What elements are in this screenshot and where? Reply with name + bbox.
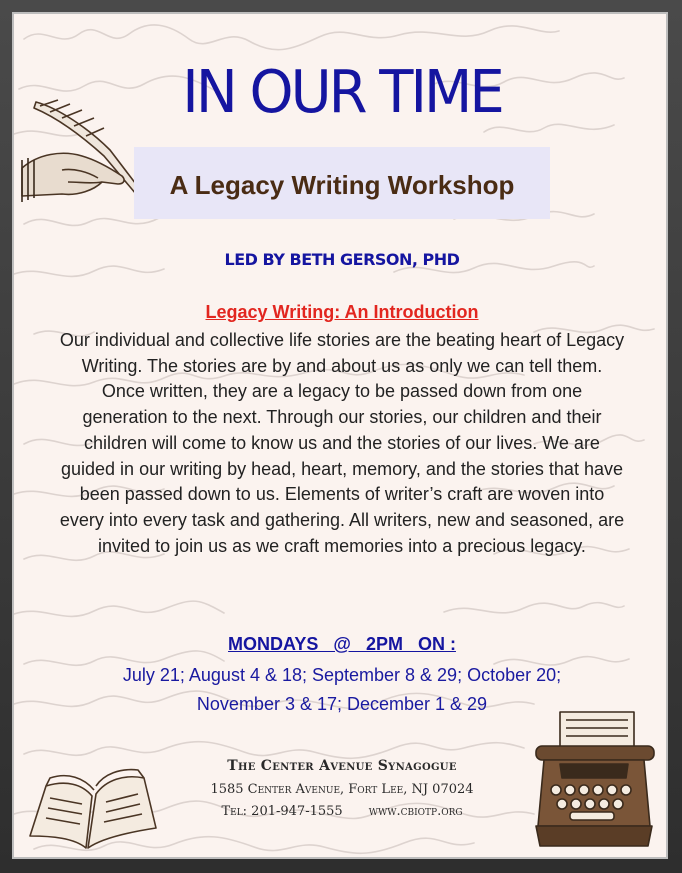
dates-line-1: July 21; August 4 & 18; September 8 & 29; October 20;: [122, 665, 562, 685]
venue-phone: Tel: 201-947-1555: [221, 804, 343, 819]
description-paragraph: Our individual and collective life stories are the beating heart of Legacy Writing. The stories are by and about us as only we can tell them. Once written, they are a legacy to be passed down from one generation to the next. Through our stories, our children and their children will come to know us and the stories of our lives. We are guided in our writing by head, heart, memory, and the stories that have been passed down to us. Elements of writer’s craft are woven into every into every task and gathering. All writers, new and seasoned, are invited to join us as we craft memories into a precious legacy.: [59, 330, 625, 556]
dates-line-2: November 3 & 17; December 1 & 29: [196, 694, 488, 714]
venue-name: The Center Avenue Synagogue: [227, 758, 457, 774]
venue-website[interactable]: www.cbiotp.org: [368, 804, 463, 819]
venue-contact: [174, 804, 510, 819]
section-heading: Legacy Writing: An Introduction: [205, 302, 479, 322]
page-title: IN OUR TIME: [182, 58, 502, 127]
venue-address: 1585 Center Avenue, Fort Lee, NJ 07024: [210, 782, 474, 797]
led-by: LED BY BETH GERSON, PHD: [224, 250, 460, 269]
flyer-paper: [12, 12, 668, 859]
typewriter-icon: [530, 706, 658, 854]
subtitle: A Legacy Writing Workshop: [169, 170, 515, 200]
schedule-heading: MONDAYS @ 2PM ON :: [228, 634, 456, 654]
open-book-icon: [26, 766, 160, 850]
